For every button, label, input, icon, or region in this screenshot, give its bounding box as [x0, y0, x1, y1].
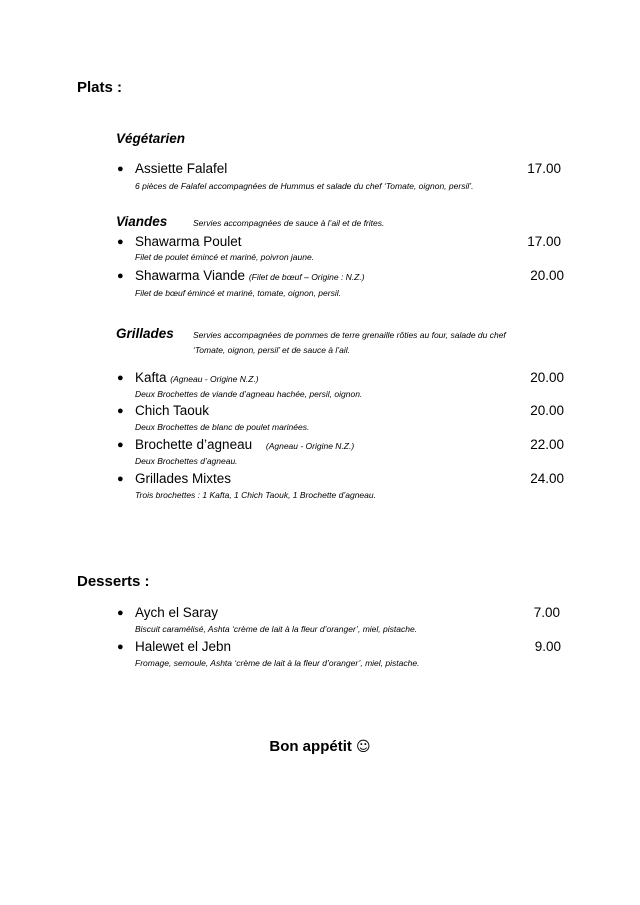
menu-item-name: [135, 370, 259, 385]
menu-item-price: 17.00: [527, 161, 561, 176]
closing-text: Bon appétit: [269, 738, 352, 755]
menu-item-name: Aych el Saray: [135, 605, 219, 620]
bullet-icon: ●: [117, 270, 124, 282]
menu-item-price: 20.00: [530, 268, 564, 283]
category-grillades-note-line2: ‘Tomate, oignon, persil’ et de sauce à l’ail.: [193, 345, 351, 355]
menu-item-price: 20.00: [530, 403, 564, 418]
menu-item-name: Assiette Falafel: [135, 161, 228, 176]
menu-item-name: Shawarma Poulet: [135, 234, 242, 249]
bullet-icon: ●: [117, 641, 124, 653]
closing-message: [0, 738, 640, 755]
menu-item-description: Filet de poulet émincé et mariné, poivron jaune.: [135, 252, 315, 262]
menu-item-name-text: Brochette d’agneau: [135, 437, 253, 452]
bullet-icon: ●: [117, 372, 124, 384]
menu-item-price: 17.00: [527, 234, 561, 249]
category-grillades-title: Grillades: [116, 326, 174, 341]
desserts-heading: Desserts :: [77, 573, 150, 590]
bullet-icon: ●: [117, 405, 124, 417]
menu-item-description: Deux Brochettes de blanc de poulet marinées.: [135, 422, 310, 432]
bullet-icon: ●: [117, 473, 124, 485]
menu-item-name-text: Shawarma Viande: [135, 268, 246, 283]
menu-item-price: 22.00: [530, 437, 564, 452]
menu-item-name: [135, 268, 365, 283]
category-grillades-note-line1: Servies accompagnées de pommes de terre grenaille rôties au four, salade du chef: [193, 330, 506, 340]
menu-item-name: Halewet el Jebn: [135, 639, 232, 654]
menu-item-price: 24.00: [530, 471, 564, 486]
bullet-icon: ●: [117, 439, 124, 451]
menu-item-price: 20.00: [530, 370, 564, 385]
menu-item-price: 7.00: [533, 605, 560, 620]
bullet-icon: ●: [117, 163, 124, 175]
menu-item-description: Fromage, semoule, Ashta ‘crème de lait à la fleur d’oranger’, miel, pistache.: [135, 658, 420, 668]
category-vegetarien-title: Végétarien: [116, 131, 186, 146]
menu-item-name: Grillades Mixtes: [135, 471, 232, 486]
menu-item-origin: (Agneau - Origine N.Z.): [265, 441, 355, 451]
menu-item-name-text: Kafta: [135, 370, 167, 385]
menu-item-price: 9.00: [534, 639, 561, 654]
menu-item-origin: (Agneau - Origine N.Z.): [170, 374, 259, 384]
plats-heading: Plats :: [77, 79, 123, 96]
category-viandes-note: Servies accompagnées de sauce à l’ail et de frites.: [193, 218, 385, 228]
category-viandes-title: Viandes: [116, 214, 168, 229]
menu-item-description: Deux Brochettes d’agneau.: [135, 456, 238, 466]
menu-item-name: [135, 437, 354, 452]
bullet-icon: ●: [117, 236, 124, 248]
smiley-icon: ☺: [356, 739, 371, 755]
menu-item-description: Deux Brochettes de viande d’agneau hachée, persil, oignon.: [135, 389, 363, 399]
menu-item-origin: (Filet de bœuf – Origine : N.Z.): [248, 272, 365, 282]
menu-item-description: Trois brochettes : 1 Kafta, 1 Chich Taouk, 1 Brochette d’agneau.: [135, 490, 376, 500]
menu-item-description: 6 pièces de Falafel accompagnées de Hummus et salade du chef ‘Tomate, oignon, persil’.: [135, 181, 474, 191]
menu-item-description: Biscuit caramélisé, Ashta ‘crème de lait à la fleur d’oranger’, miel, pistache.: [135, 624, 418, 634]
menu-item-name: Chich Taouk: [135, 403, 210, 418]
menu-item-description: Filet de bœuf émincé et mariné, tomate, oignon, persil.: [135, 288, 341, 298]
bullet-icon: ●: [117, 607, 124, 619]
